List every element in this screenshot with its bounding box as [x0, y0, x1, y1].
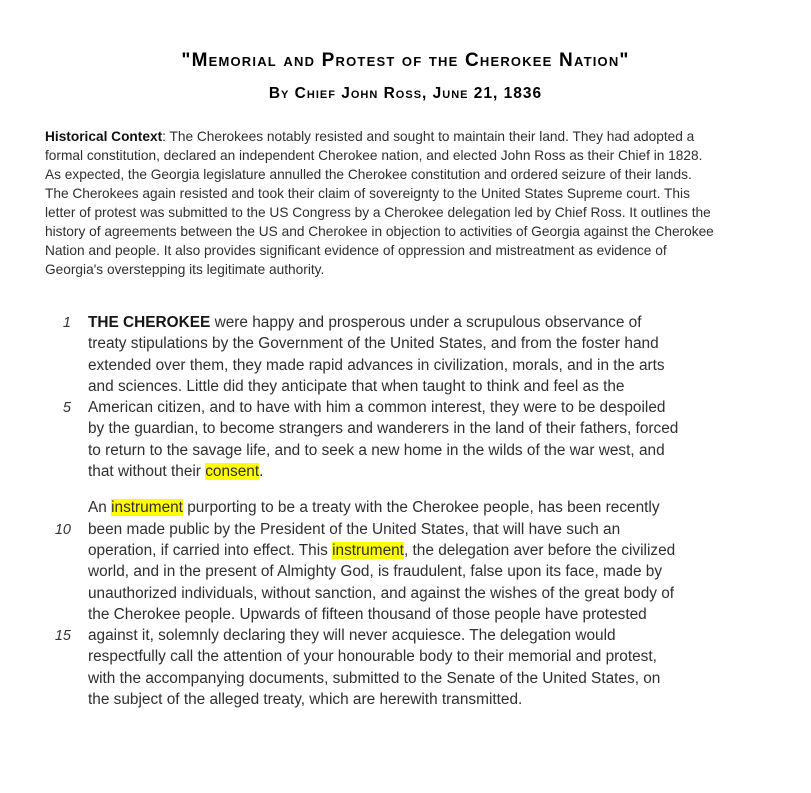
text-line	[0, 461, 760, 482]
text-line	[0, 646, 760, 667]
text-line	[0, 333, 760, 354]
text-segment: against it, solemnly declaring they will never acquiesce. The delegation would	[88, 627, 616, 645]
text-line	[0, 376, 760, 397]
text-line	[0, 418, 760, 439]
text-segment: by the guardian, to become strangers and wanderers in the land of their fathers, forced	[88, 420, 679, 438]
text-line	[0, 668, 760, 689]
highlighted-text: instrument	[332, 541, 404, 559]
text-segment: to return to the savage life, and to seek a new home in the wilds of the war west, and	[88, 441, 665, 459]
context-line: Historical Context: The Cherokees notably resisted and sought to maintain their land. They had adopted a	[45, 129, 695, 144]
text-line	[0, 561, 760, 582]
context-line: Nation and people. It also provides significant evidence of oppression and mistreatment as evidence of	[45, 243, 667, 258]
document-subtitle: By Chief John Ross, June 21, 1836	[268, 85, 543, 102]
text-segment: , the delegation aver before the civilized	[403, 541, 676, 559]
text-segment: the Cherokee people. Upwards of fifteen thousand of those people have protested	[88, 605, 647, 623]
text-line	[0, 397, 760, 418]
context-line: letter of protest was submitted to the US Congress by a Cherokee delegation led by Chief Ross. It outlines the	[45, 205, 711, 220]
text-segment: treaty stipulations by the Government of the United States, and from the foster hand	[88, 335, 659, 353]
historical-context-paragraph	[45, 127, 771, 279]
context-label: Historical Context	[45, 129, 163, 144]
context-line: The Cherokees again resisted and took their claim of sovereignty to the United States Supreme court. This	[45, 186, 690, 201]
document-body	[0, 312, 811, 710]
context-line: formal constitution, declared an independent Cherokee nation, and elected John Ross as their Chief in 1828.	[45, 148, 703, 163]
context-line: Georgia's overstepping its legitimate authority.	[45, 262, 325, 277]
text-segment: purporting to be a treaty with the Cherokee people, has been recently	[182, 499, 660, 517]
text-segment: .	[259, 463, 264, 481]
text-segment: respectfully call the attention of your honourable body to their memorial and protest,	[88, 648, 657, 666]
text-segment: were happy and prosperous under a scrupulous observance of	[210, 314, 642, 331]
text-segment: and sciences. Little did they anticipate that when taught to think and feel as the	[88, 377, 625, 395]
document-title: "Memorial and Protest of the Cherokee Nation"	[181, 50, 630, 71]
text-line	[0, 604, 760, 625]
text-segment: with the accompanying documents, submitted to the Senate of the United States, on	[88, 669, 661, 687]
line-number: 1	[62, 315, 71, 331]
bold-text: THE CHEROKEE	[88, 314, 211, 331]
highlighted-text: consent	[205, 463, 260, 481]
text-line	[0, 540, 760, 561]
text-segment: been made public by the President of the United States, that will have such an	[88, 520, 621, 538]
text-segment: the subject of the alleged treaty, which are herewith transmitted.	[88, 691, 523, 709]
text-segment: operation, if carried into effect. This	[88, 541, 333, 559]
text-line	[0, 519, 760, 540]
line-number: 10	[54, 521, 71, 538]
context-line: As expected, the Georgia legislature annulled the Cherokee constitution and ordered seizure of their lands.	[45, 167, 692, 182]
text-line	[0, 625, 760, 646]
line-number: 15	[54, 628, 71, 645]
document-page	[0, 50, 811, 793]
text-line	[0, 497, 760, 518]
text-segment: extended over them, they made rapid advances in civilization, morals, and in the arts	[88, 356, 665, 374]
text-segment: unauthorized individuals, without sanction, and against the wishes of the great body of	[88, 584, 675, 602]
text-segment: that without their	[88, 463, 206, 481]
text-line	[0, 312, 760, 333]
paragraph	[0, 312, 811, 482]
context-line: history of agreements between the US and Cherokee in objection to activities of Georgia against the Cherokee	[45, 224, 714, 239]
paragraph	[0, 497, 811, 710]
text-segment: world, and in the present of Almighty God, is fraudulent, false upon its face, made by	[88, 563, 663, 581]
text-line	[0, 583, 760, 604]
text-line	[0, 355, 760, 376]
text-line	[0, 689, 760, 710]
line-number: 5	[62, 400, 71, 417]
text-segment: American citizen, and to have with him a common interest, they were to be despoiled	[88, 399, 666, 417]
text-line	[0, 440, 760, 461]
highlighted-text: instrument	[111, 499, 183, 517]
text-segment: An	[88, 499, 112, 517]
